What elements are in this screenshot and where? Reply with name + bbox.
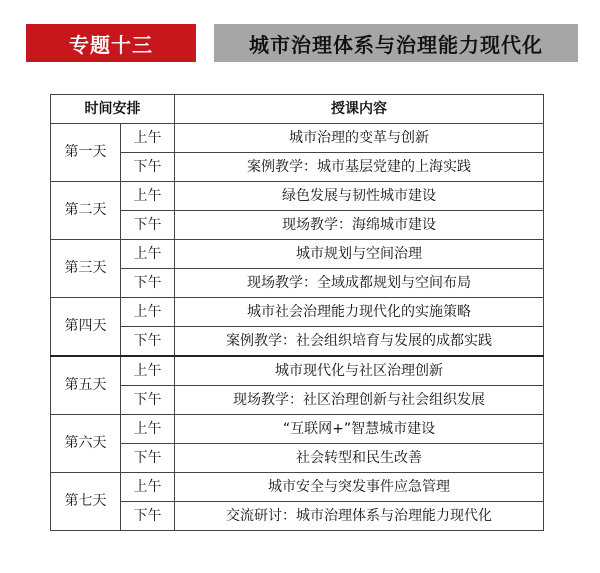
lesson-content: 绿色发展与韧性城市建设 [175,182,544,211]
period-label: 上午 [121,415,175,444]
lesson-content: 城市社会治理能力现代化的实施策略 [175,298,544,327]
day-label: 第三天 [51,240,121,298]
table-row [51,502,544,531]
table-row [51,298,544,327]
period-label: 上午 [121,298,175,327]
schedule-header: 时间安排 [51,95,175,124]
table-row [51,415,544,444]
table-row [51,153,544,182]
table-header-row [51,95,544,124]
day-label: 第四天 [51,298,121,357]
period-label: 上午 [121,182,175,211]
topic-tag: 专题十三 [26,24,196,62]
lesson-content: 社会转型和民生改善 [175,444,544,473]
topic-title: 城市治理体系与治理能力现代化 [214,24,578,62]
table-row [51,124,544,153]
table-row [51,269,544,298]
lesson-content: 城市现代化与社区治理创新 [175,356,544,386]
lesson-content: 交流研讨：城市治理体系与治理能力现代化 [175,502,544,531]
lesson-content: 现场教学：全域成都规划与空间布局 [175,269,544,298]
period-label: 上午 [121,473,175,502]
period-label: 下午 [121,269,175,298]
lesson-content: 城市安全与突发事件应急管理 [175,473,544,502]
lesson-content: “互联网+”智慧城市建设 [175,415,544,444]
lesson-content: 城市规划与空间治理 [175,240,544,269]
day-label: 第一天 [51,124,121,182]
lesson-content: 案例教学：城市基层党建的上海实践 [175,153,544,182]
lesson-content: 案例教学：社会组织培育与发展的成都实践 [175,327,544,357]
table-row [51,327,544,357]
table-row [51,444,544,473]
table-row [51,386,544,415]
period-label: 下午 [121,153,175,182]
course-header [26,24,578,62]
period-label: 下午 [121,502,175,531]
table-row [51,182,544,211]
lesson-content: 城市治理的变革与创新 [175,124,544,153]
period-label: 下午 [121,211,175,240]
lesson-content: 现场教学：社区治理创新与社会组织发展 [175,386,544,415]
period-label: 下午 [121,327,175,357]
table-row [51,473,544,502]
lesson-content: 现场教学：海绵城市建设 [175,211,544,240]
day-label: 第二天 [51,182,121,240]
day-label: 第六天 [51,415,121,473]
period-label: 下午 [121,386,175,415]
period-label: 上午 [121,240,175,269]
period-label: 上午 [121,356,175,386]
schedule-table [50,94,544,531]
day-label: 第五天 [51,356,121,415]
table-row [51,240,544,269]
table-row [51,211,544,240]
content-header: 授课内容 [175,95,544,124]
table-row [51,356,544,386]
period-label: 下午 [121,444,175,473]
day-label: 第七天 [51,473,121,531]
period-label: 上午 [121,124,175,153]
